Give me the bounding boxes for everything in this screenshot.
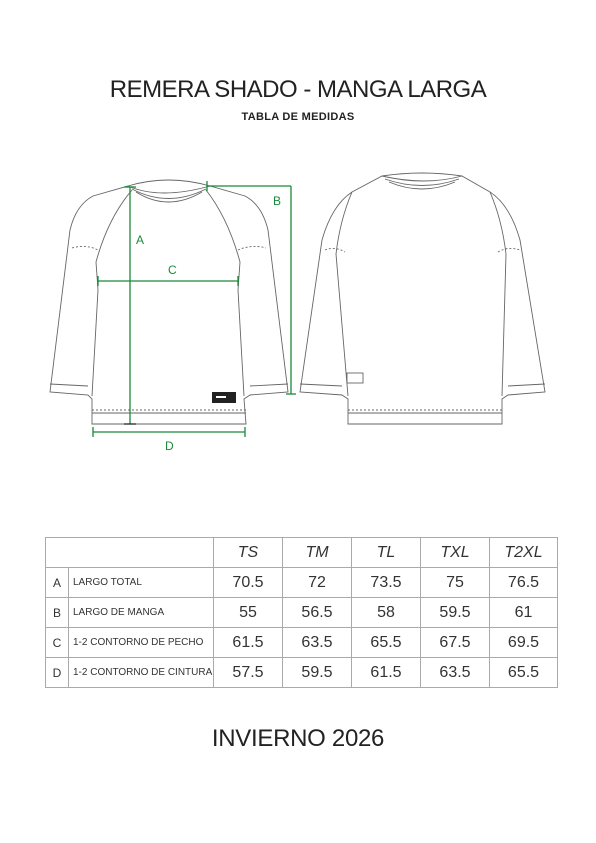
garment-diagram bbox=[0, 160, 596, 460]
table-row bbox=[46, 568, 558, 598]
label-c: C bbox=[168, 263, 177, 277]
table-cell: 63.5 bbox=[283, 628, 352, 658]
size-header-tm: TM bbox=[283, 538, 352, 568]
table-cell: 63.5 bbox=[421, 658, 490, 688]
back-view bbox=[300, 173, 545, 424]
page-title: REMERA SHADO - MANGA LARGA bbox=[109, 76, 487, 103]
row-letter: B bbox=[46, 598, 69, 628]
front-view bbox=[50, 180, 288, 424]
row-measurement-name: LARGO DE MANGA bbox=[69, 598, 214, 628]
table-cell: 69.5 bbox=[490, 628, 558, 658]
table-cell: 61 bbox=[490, 598, 558, 628]
size-header-ts: TS bbox=[214, 538, 283, 568]
table-row bbox=[46, 598, 558, 628]
row-letter: C bbox=[46, 628, 69, 658]
row-letter: A bbox=[46, 568, 69, 598]
table-cell: 73.5 bbox=[352, 568, 421, 598]
size-header-tl: TL bbox=[352, 538, 421, 568]
table-row bbox=[46, 628, 558, 658]
table-cell: 76.5 bbox=[490, 568, 558, 598]
label-a: A bbox=[136, 233, 145, 247]
table-cell: 65.5 bbox=[352, 628, 421, 658]
row-measurement-name: 1-2 CONTORNO DE PECHO bbox=[69, 628, 214, 658]
table-cell: 58 bbox=[352, 598, 421, 628]
row-measurement-name: 1-2 CONTORNO DE CINTURA bbox=[69, 658, 214, 688]
table-cell: 57.5 bbox=[214, 658, 283, 688]
measure-lines bbox=[93, 181, 296, 437]
size-header-txl: TXL bbox=[421, 538, 490, 568]
table-cell: 59.5 bbox=[283, 658, 352, 688]
table-cell: 56.5 bbox=[283, 598, 352, 628]
label-d: D bbox=[165, 439, 174, 453]
table-cell: 61.5 bbox=[352, 658, 421, 688]
table-cell: 55 bbox=[214, 598, 283, 628]
size-table bbox=[45, 537, 558, 688]
table-cell: 70.5 bbox=[214, 568, 283, 598]
table-cell: 65.5 bbox=[490, 658, 558, 688]
size-header-t2xl: T2XL bbox=[490, 538, 558, 568]
table-row bbox=[46, 658, 558, 688]
table-cell: 72 bbox=[283, 568, 352, 598]
table-cell: 59.5 bbox=[421, 598, 490, 628]
row-measurement-name: LARGO TOTAL bbox=[69, 568, 214, 598]
table-cell: 67.5 bbox=[421, 628, 490, 658]
table-cell: 61.5 bbox=[214, 628, 283, 658]
table-header-row bbox=[46, 538, 558, 568]
season-label: INVIERNO 2026 bbox=[211, 725, 385, 752]
page-subtitle: TABLA DE MEDIDAS bbox=[241, 111, 355, 123]
table-cell: 75 bbox=[421, 568, 490, 598]
header-empty-cell bbox=[46, 538, 214, 568]
row-letter: D bbox=[46, 658, 69, 688]
label-b: B bbox=[273, 194, 282, 208]
